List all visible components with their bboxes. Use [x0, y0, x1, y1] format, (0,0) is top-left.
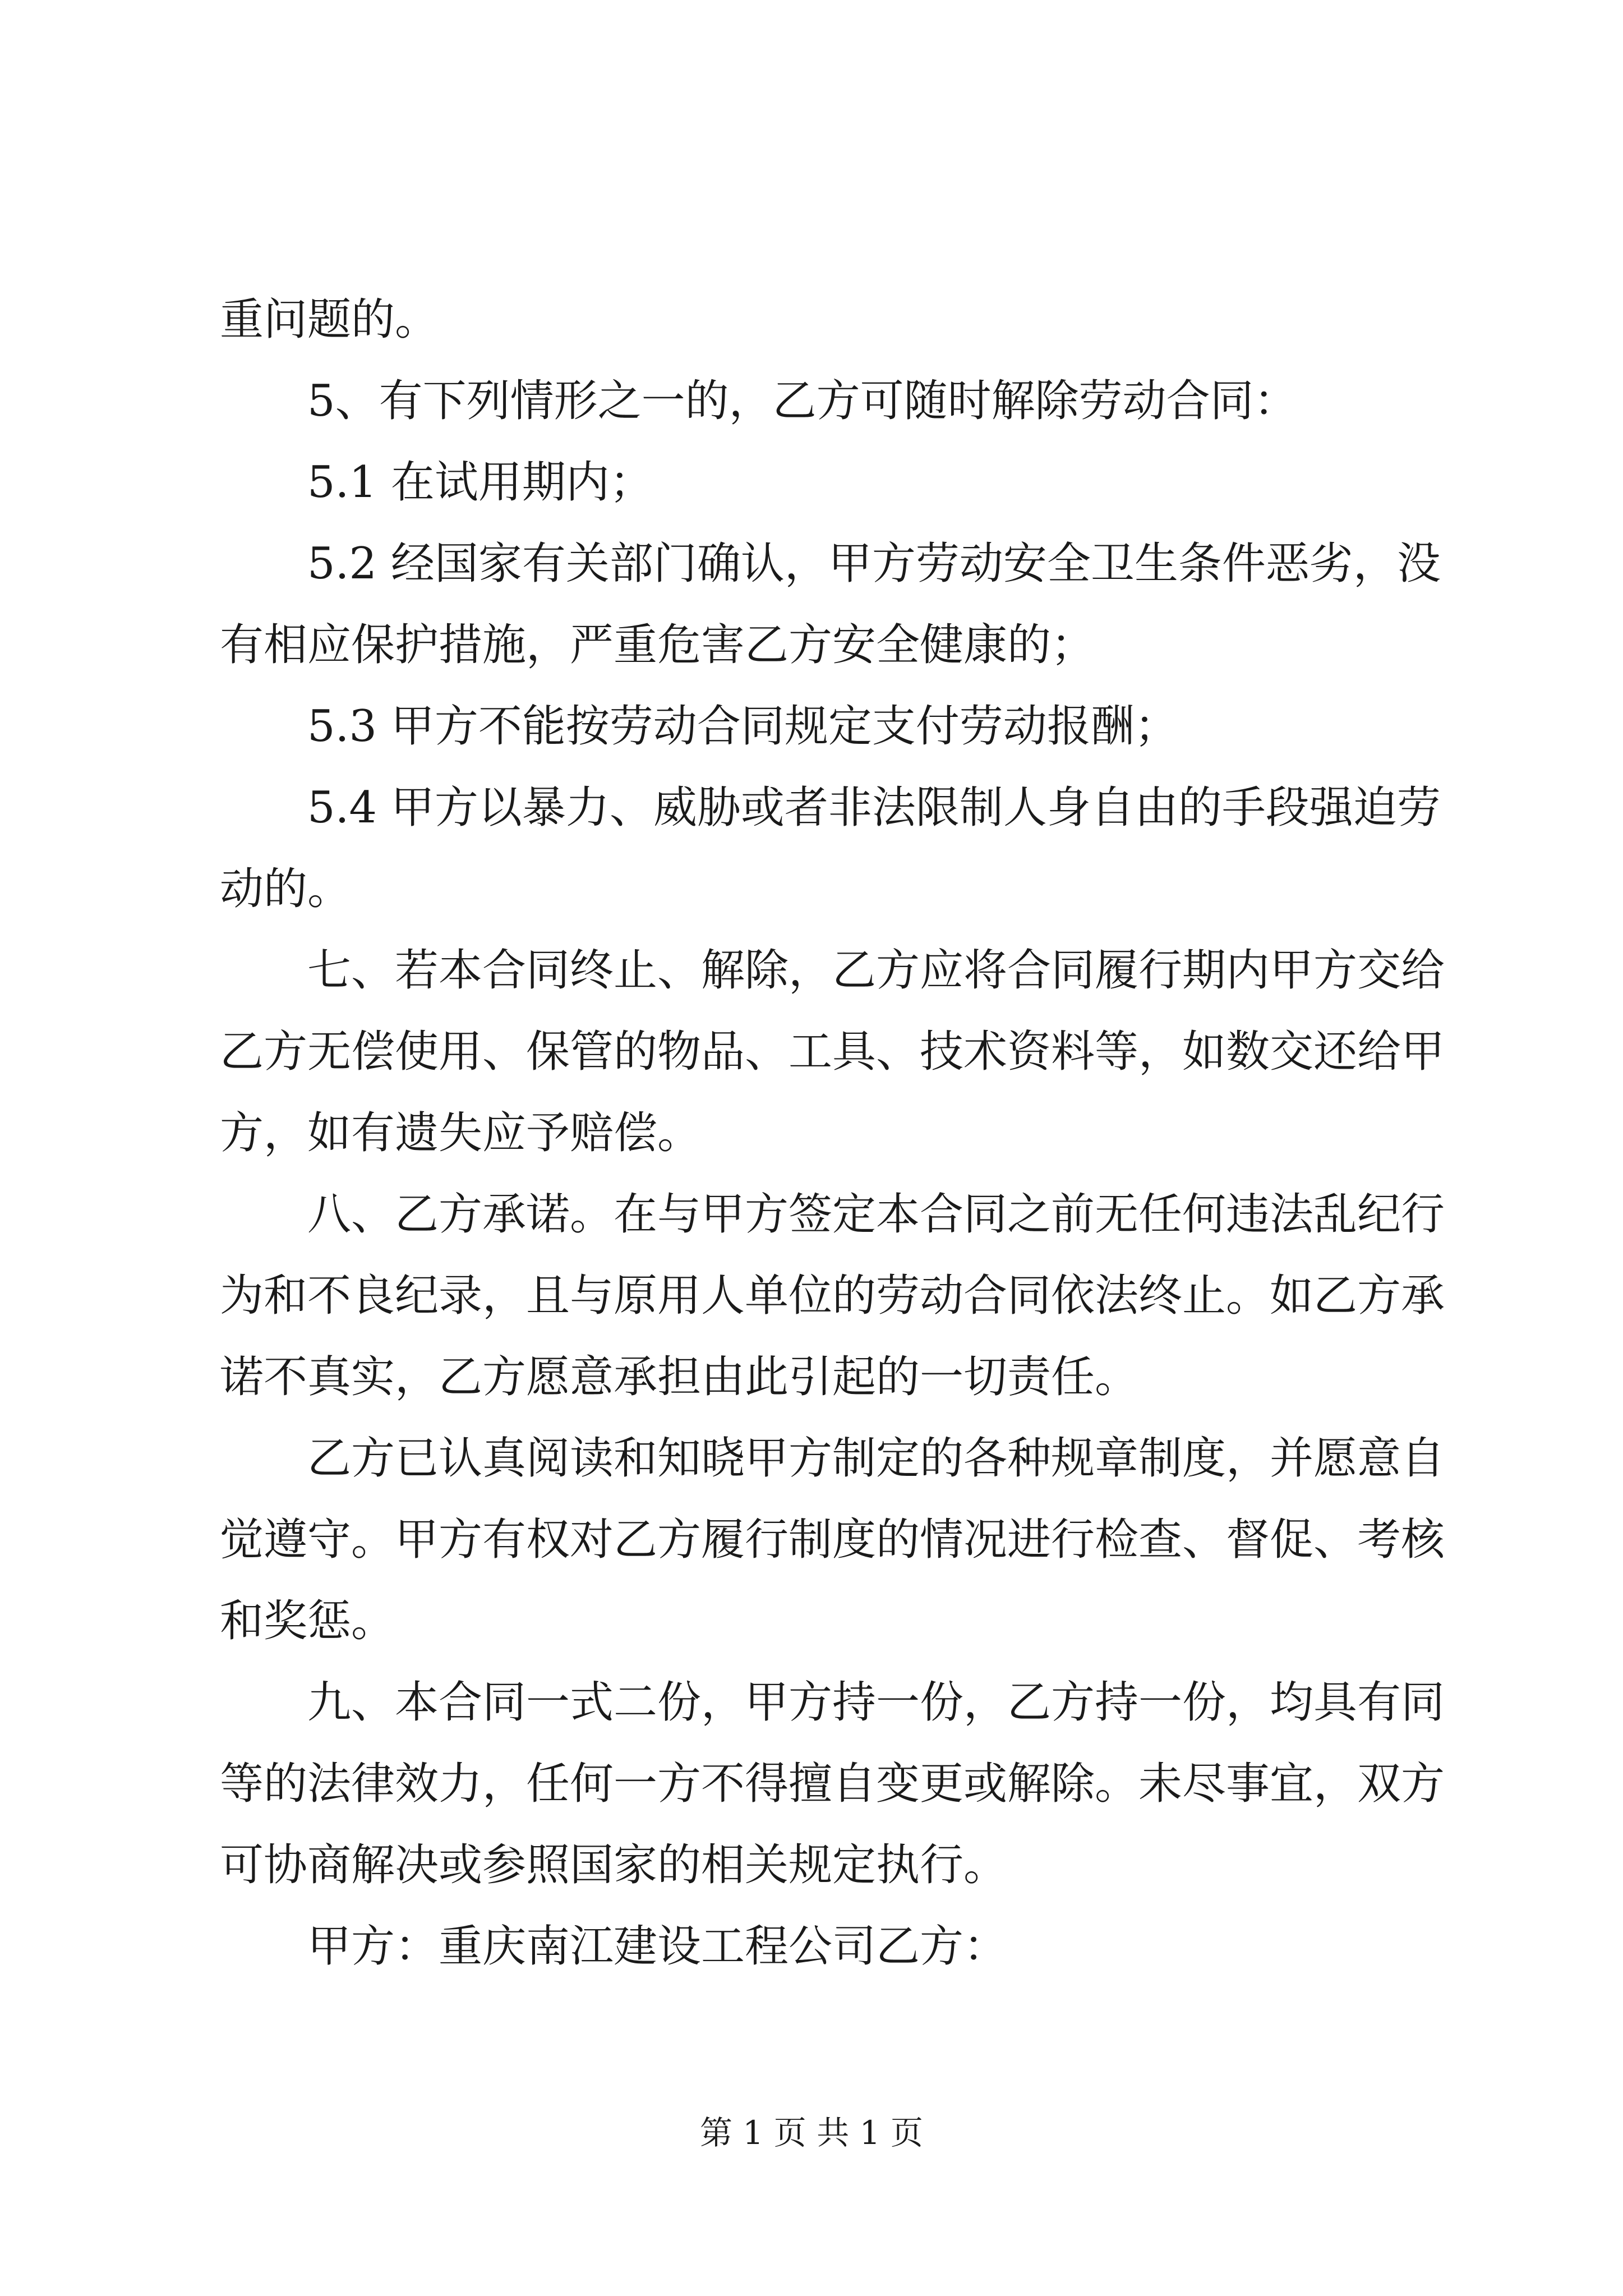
paragraph-line: 5.1 在试用期内； [307, 457, 653, 508]
paragraph-line: 方，如有遗失应予赔偿。 [220, 1108, 702, 1158]
paragraph-line: 动的。 [220, 864, 352, 914]
paragraph-line: 5.3 甲方不能按劳动合同规定支付劳动报酬； [307, 701, 1178, 752]
paragraph-line: 为和不良纪录，且与原用人单位的劳动合同依法终止。如乙方承 [220, 1271, 1445, 1321]
paragraph-line: 八、乙方承诺。在与甲方签定本合同之前无任何违法乱纪行 [307, 1189, 1445, 1240]
paragraph-line: 重问题的。 [220, 295, 439, 345]
paragraph-line: 七、若本合同终止、解除，乙方应将合同履行期内甲方交给 [307, 945, 1445, 996]
paragraph-line: 乙方无偿使用、保管的物品、工具、技术资料等，如数交还给甲 [220, 1027, 1445, 1077]
paragraph-line: 5.2 经国家有关部门确认，甲方劳动安全卫生条件恶劣，没 [307, 539, 1441, 589]
page-number-footer: 第 1 页 共 1 页 [700, 2114, 923, 2152]
paragraph-line: 有相应保护措施，严重危害乙方安全健康的； [220, 620, 1095, 670]
paragraph-line: 5.4 甲方以暴力、威胁或者非法限制人身自由的手段强迫劳 [307, 783, 1441, 833]
paragraph-line: 诺不真实，乙方愿意承担由此引起的一切责任。 [220, 1352, 1139, 1402]
paragraph-line: 5、有下列情形之一的，乙方可随时解除劳动合同： [307, 376, 1298, 426]
paragraph-line: 九、本合同一式二份，甲方持一份，乙方持一份，均具有同 [307, 1677, 1445, 1728]
signature-line: 甲方：重庆南江建设工程公司乙方： [307, 1921, 1008, 1972]
paragraph-line: 可协商解决或参照国家的相关规定执行。 [220, 1840, 1008, 1890]
paragraph-line: 等的法律效力，任何一方不得擅自变更或解除。未尽事宜，双方 [220, 1759, 1445, 1809]
paragraph-line: 觉遵守。甲方有权对乙方履行制度的情况进行检查、督促、考核 [220, 1515, 1445, 1565]
paragraph-line: 乙方已认真阅读和知晓甲方制定的各种规章制度，并愿意自 [307, 1433, 1445, 1484]
paragraph-line: 和奖惩。 [220, 1596, 395, 1646]
